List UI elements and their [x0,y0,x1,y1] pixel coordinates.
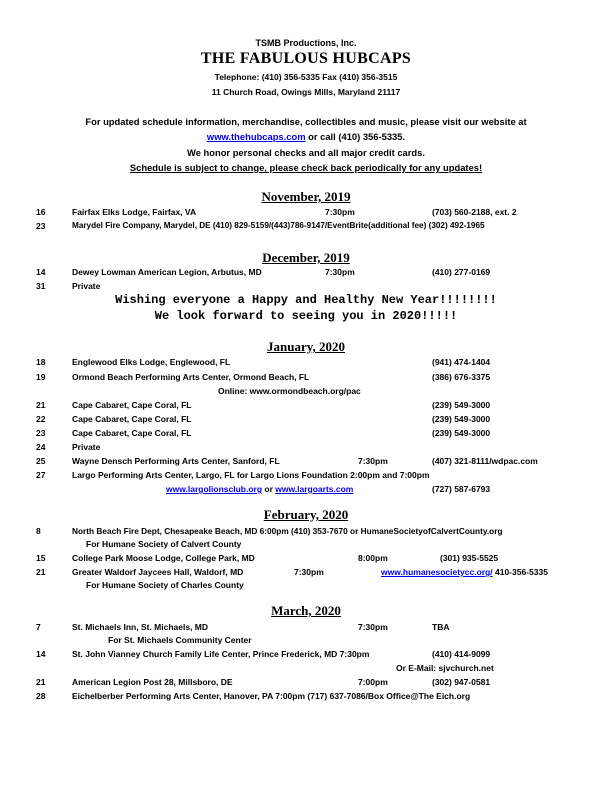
header-address: 11 Church Road, Owings Mills, Maryland 21117 [211,87,401,97]
event-phone: TBA [432,622,450,632]
event-day: 16 [36,207,46,217]
event-venue: Englewood Elks Lodge, Englewood, FL [72,357,231,367]
event-beneficiary: For Humane Society of Calvert County [86,539,242,549]
event-venue: Greater Waldorf Jaycees Hall, Waldorf, MD [72,567,244,577]
event-venue: College Park Moose Lodge, College Park, MD [72,553,255,563]
event-day: 27 [36,470,46,480]
schedule-notice: Schedule is subject to change, please check back periodically for any updates! [129,162,483,173]
event-day: 23 [36,221,46,231]
event-day: 31 [36,281,46,291]
event-phone: (410) 277-0169 [432,267,491,277]
event-time: 8:00pm [358,553,388,563]
event-venue: Dewey Lowman American Legion, Arbutus, MD [72,267,262,277]
event-day: 22 [36,414,46,424]
header-phone: Telephone: (410) 356-5335 Fax (410) 356-3515 [214,72,398,82]
event-phone: (410) 414-9099 [432,649,491,659]
payment-note: We honor personal checks and all major credit cards. [187,147,425,158]
event-day: 8 [36,526,41,536]
month-heading-january: January, 2020 [266,339,345,354]
month-heading-december: December, 2019 [262,250,350,265]
event-venue: Ormond Beach Performing Arts Center, Ormond Beach, FL [72,372,310,382]
event-beneficiary: For Humane Society of Charles County [86,580,244,590]
event-venue: Wayne Densch Performing Arts Center, Sanford, FL [72,456,280,466]
event-time: 7:30pm [358,622,388,632]
largo-links: www.largolionsclub.org or www.largoarts.com [166,484,354,494]
event-day: 21 [36,677,46,687]
event-venue: St. John Vianney Church Family Life Center, Prince Frederick, MD 7:30pm [72,649,370,659]
event-day: 25 [36,456,46,466]
see-you-message: We look forward to seeing you in 2020!!!!! [154,309,458,323]
event-phone: (239) 549-3000 [432,428,491,438]
event-details: Marydel Fire Company, Marydel, DE (410) 829-5159/(443)786-9147/EventBrite(additional fee) (302) 492-1965 [72,221,485,230]
largo-lions-link[interactable]: www.largolionsclub.org [166,484,263,494]
event-phone: (239) 549-3000 [432,400,491,410]
event-venue: Cape Cabaret, Cape Coral, FL [72,414,192,424]
event-time: 7:00pm [358,677,388,687]
event-day: 24 [36,442,46,452]
event-day: 28 [36,691,46,701]
event-beneficiary: For St. Michaels Community Center [108,635,252,645]
event-venue: Fairfax Elks Lodge, Fairfax, VA [72,207,197,217]
new-year-wish: Wishing everyone a Happy and Healthy New Year!!!!!!!! [115,293,497,307]
month-heading-november: November, 2019 [261,189,351,204]
event-day: 21 [36,567,46,577]
event-phone: (941) 474-1404 [432,357,491,367]
event-contact: www.humanesocietycc.org/ 410-356-5335 [381,567,548,577]
event-phone: (727) 587-6793 [432,484,491,494]
event-venue: Cape Cabaret, Cape Coral, FL [72,428,192,438]
page-title: THE FABULOUS HUBCAPS [200,50,412,67]
event-phone: (301) 935-5525 [440,553,499,563]
event-day: 23 [36,428,46,438]
event-venue: Cape Cabaret, Cape Coral, FL [72,400,192,410]
event-time: 7:30pm [325,267,355,277]
event-venue: Private [72,281,101,291]
event-phone: (703) 560-2188, ext. 2 [432,207,517,217]
intro-line: For updated schedule information, merchandise, collectibles and music, please visit our website at [85,116,527,127]
event-day: 14 [36,267,46,277]
event-time: 7:30pm [325,207,355,217]
event-venue: American Legion Post 28, Millsboro, DE [72,677,233,687]
event-day: 14 [36,649,46,659]
event-venue: Largo Performing Arts Center, Largo, FL for Largo Lions Foundation 2:00pm and 7:00pm [72,470,430,480]
event-details: North Beach Fire Dept, Chesapeake Beach, MD 6:00pm (410) 353-7670 or HumaneSocietyofCalvertCounty.org [72,526,503,536]
largo-arts-link[interactable]: www.largoarts.com [275,484,354,494]
event-phone: (386) 676-3375 [432,372,491,382]
humane-society-link[interactable]: www.humanesocietycc.org/ [381,567,493,577]
company-name: TSMB Productions, Inc. [255,38,357,48]
event-details: Eichelberber Performing Arts Center, Hanover, PA 7:00pm (717) 637-7086/Box Office@The Eich.org [72,691,471,701]
event-time: 7:30pm [294,567,324,577]
event-day: 15 [36,553,46,563]
event-phone: (302) 947-0581 [432,677,491,687]
event-time: 7:30pm [358,456,388,466]
event-phone: (407) 321-8111/wdpac.com [432,456,538,466]
event-email: Or E-Mail: sjvchurch.net [396,663,494,673]
month-heading-march: March, 2020 [271,603,341,618]
month-heading-february: February, 2020 [263,507,349,522]
website-link[interactable]: www.thehubcaps.com [206,131,306,142]
online-info: Online: www.ormondbeach.org/pac [218,386,361,396]
intro-website-line: www.thehubcaps.com or call (410) 356-5335. [206,131,406,142]
event-venue: St. Michaels Inn, St. Michaels, MD [72,622,209,632]
event-day: 19 [36,372,46,382]
event-day: 21 [36,400,46,410]
event-day: 18 [36,357,46,367]
event-phone: (239) 549-3000 [432,414,491,424]
event-venue: Private [72,442,101,452]
event-day: 7 [36,622,41,632]
